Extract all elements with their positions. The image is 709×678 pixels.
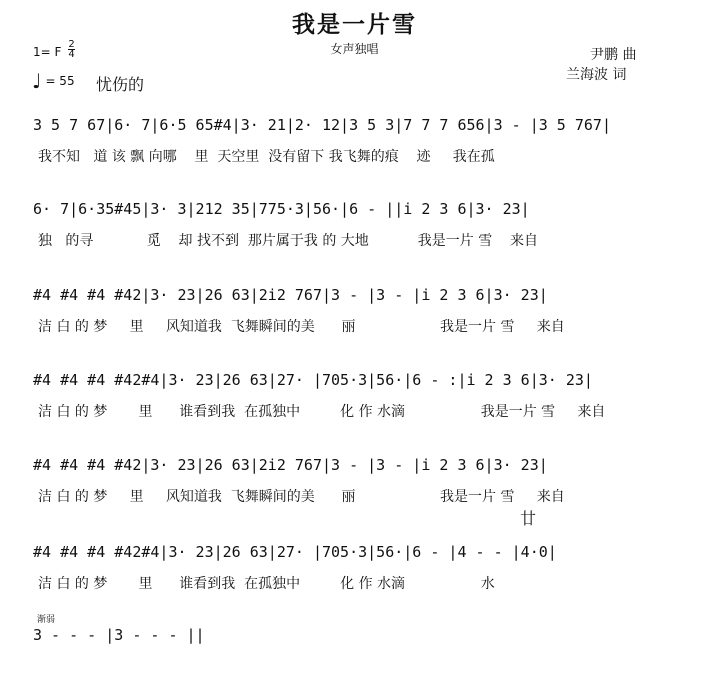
score-row-6 bbox=[0, 543, 709, 595]
song-subtitle: 女声独唱 bbox=[330, 42, 379, 56]
lyric-line: 我不知 道 该 飘 向哪 里 天空里 没有留下 我飞舞的痕 迹 我在孤 bbox=[38, 149, 495, 165]
lyric-line: 洁 白 的 梦 里 风知道我 飞舞瞬间的美 丽 我是一片 雪 来自 bbox=[38, 489, 565, 505]
staff-notation: #4 #4 #4 #42#4|3· 23|26 63|27· |705·3|56·|6 - :|i 2 3 6|3· 23| bbox=[33, 371, 593, 389]
staff-notation: 6· 7|6·35#45|3· 3|212 35|775·3|56·|6 - ||i 2 3 6|3· 23| bbox=[33, 200, 530, 218]
score-row-5 bbox=[0, 456, 709, 508]
tempo-value: = 55 bbox=[45, 74, 75, 88]
key-signature: 1= F bbox=[33, 45, 62, 59]
lyric-line: 独 的寻 觅 却 找不到 那片属于我 的 大地 我是一片 雪 来自 bbox=[38, 233, 539, 249]
composer-credit: 尹鹏 曲 bbox=[590, 47, 637, 63]
meter-bottom: 4 bbox=[68, 49, 75, 60]
lyric-line: 洁 白 的 梦 里 风知道我 飞舞瞬间的美 丽 我是一片 雪 来自 bbox=[38, 319, 565, 335]
lyric-line: 洁 白 的 梦 里 谁看到我 在孤独中 化 作 水滴 水 bbox=[38, 576, 495, 592]
tempo-marking bbox=[32, 69, 75, 93]
score-row-2 bbox=[0, 200, 709, 252]
staff-notation: #4 #4 #4 #42|3· 23|26 63|2i2 767|3 - |3 - |i 2 3 6|3· 23| bbox=[33, 286, 548, 304]
song-title: 我是一片雪 bbox=[292, 11, 417, 38]
time-signature bbox=[68, 40, 75, 59]
staff-notation: 3 5 7 67|6· 7|6·5 65#4|3· 21|2· 12|3 5 3|7 7 7 656|3 - |3 5 767| bbox=[33, 116, 611, 134]
meter-top: 2 bbox=[68, 39, 75, 50]
staff-notation: #4 #4 #4 #42#4|3· 23|26 63|27· |705·3|56·|6 - |4 - - |4·0| bbox=[33, 543, 557, 561]
lyric-line bbox=[38, 656, 709, 678]
fermata-mark: 廿 bbox=[520, 509, 537, 528]
dim-marking: 渐弱 bbox=[37, 615, 56, 625]
score-row-3 bbox=[0, 286, 709, 338]
quarter-note-icon: ♩ bbox=[32, 69, 42, 93]
staff-notation: 3 - - - |3 - - - || bbox=[33, 626, 205, 644]
lyric-line: 洁 白 的 梦 里 谁看到我 在孤独中 化 作 水滴 我是一片 雪 来自 bbox=[38, 404, 606, 420]
staff-notation: #4 #4 #4 #42|3· 23|26 63|2i2 767|3 - |3 - |i 2 3 6|3· 23| bbox=[33, 456, 548, 474]
mood-marking: 忧伤的 bbox=[96, 75, 145, 94]
score-row-1 bbox=[0, 116, 709, 168]
score-row-4 bbox=[0, 371, 709, 423]
score-row-7 bbox=[0, 626, 709, 678]
lyricist-credit: 兰海波 词 bbox=[566, 67, 627, 83]
